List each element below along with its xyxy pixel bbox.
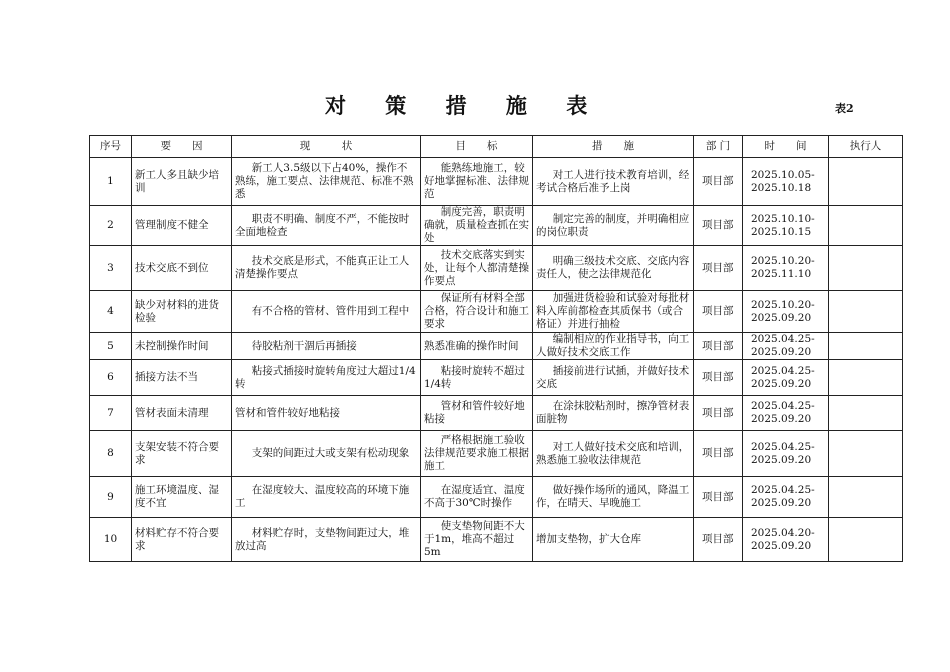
cell-no: 1 [90,158,132,206]
cell-cause: 材料贮存不符合要求 [132,518,232,562]
cell-dept: 项目部 [694,246,743,291]
cell-measure: 做好操作场所的通风，降温工作，在晴天、早晚施工 [533,477,694,518]
cell-target: 严格根据施工验收法律规范要求施工根据施工 [421,431,533,477]
cell-executor [829,360,903,396]
cell-target: 使支垫物间距不大于1m，堆高不超过5m [421,518,533,562]
cell-no: 9 [90,477,132,518]
cell-no: 6 [90,360,132,396]
table-row [90,246,903,291]
cell-target: 熟悉准确的操作时间 [421,333,533,360]
cell-status: 技术交底是形式，不能真正让工人清楚操作要点 [232,246,421,291]
cell-cause: 缺少对材料的进货检验 [132,291,232,333]
cell-dept: 项目部 [694,360,743,396]
cell-dept: 项目部 [694,291,743,333]
cell-time: 2025.10.10-2025.10.15 [743,206,829,246]
cell-executor [829,518,903,562]
cell-dept: 项目部 [694,158,743,206]
cell-status: 粘接式插接时旋转角度过大超过1/4转 [232,360,421,396]
cell-status: 管材和管件较好地粘接 [232,396,421,431]
cell-time: 2025.10.20-2025.09.20 [743,291,829,333]
header-executor: 执行人 [829,136,903,158]
cell-executor [829,206,903,246]
cell-executor [829,431,903,477]
cell-cause: 支架安装不符合要求 [132,431,232,477]
header-cause: 要 因 [132,136,232,158]
cell-no: 4 [90,291,132,333]
cell-measure: 制定完善的制度，并明确相应的岗位职责 [533,206,694,246]
cell-time: 2025.04.20-2025.09.20 [743,518,829,562]
cell-target: 管材和管件较好地粘接 [421,396,533,431]
cell-cause: 未控制操作时间 [132,333,232,360]
cell-time: 2025.04.25-2025.09.20 [743,477,829,518]
cell-time: 2025.04.25-2025.09.20 [743,431,829,477]
header-time: 时 间 [743,136,829,158]
cell-cause: 管理制度不健全 [132,206,232,246]
cell-executor [829,333,903,360]
cell-cause: 施工环境温度、湿度不宜 [132,477,232,518]
table-row [90,396,903,431]
cell-dept: 项目部 [694,333,743,360]
cell-dept: 项目部 [694,518,743,562]
table-number: 表2 [835,102,854,115]
cell-time: 2025.04.25-2025.09.20 [743,396,829,431]
cell-executor [829,158,903,206]
table-row [90,158,903,206]
cell-status: 新工人3.5级以下占40%，操作不熟练，施工要点、法律规范、标准不熟悉 [232,158,421,206]
cell-executor [829,291,903,333]
cell-measure: 加强进货检验和试验对每批材料入库前都检查其质保书（或合格证）并进行抽检 [533,291,694,333]
cell-cause: 技术交底不到位 [132,246,232,291]
table-row [90,477,903,518]
cell-time: 2025.04.25-2025.09.20 [743,360,829,396]
cell-dept: 项目部 [694,396,743,431]
table-row [90,333,903,360]
cell-status: 职责不明确、制度不严，不能按时全面地检查 [232,206,421,246]
cell-measure: 对工人做好技术交底和培训，熟悉施工验收法律规范 [533,431,694,477]
table-row [90,518,903,562]
cell-status: 有不合格的管材、管件用到工程中 [232,291,421,333]
cell-target: 制度完善，职责明确就，质量检查抓在实处 [421,206,533,246]
header-status: 现 状 [232,136,421,158]
header-measure: 措 施 [533,136,694,158]
cell-measure: 明确三级技术交底、交底内容责任人，使之法律规范化 [533,246,694,291]
cell-executor [829,477,903,518]
cell-cause: 插接方法不当 [132,360,232,396]
table-row [90,360,903,396]
cell-no: 10 [90,518,132,562]
cell-target: 技术交底落实到实处，让每个人都清楚操作要点 [421,246,533,291]
cell-target: 粘接时旋转不超过1/4转 [421,360,533,396]
measures-table [89,135,903,562]
cell-dept: 项目部 [694,477,743,518]
cell-measure: 编制相应的作业指导书，向工人做好技术交底工作 [533,333,694,360]
cell-status: 材料贮存时，支垫物间距过大，堆放过高 [232,518,421,562]
cell-time: 2025.10.05-2025.10.18 [743,158,829,206]
cell-no: 2 [90,206,132,246]
cell-target: 能熟练地施工，较好地掌握标准、法律规范 [421,158,533,206]
cell-executor [829,396,903,431]
cell-no: 7 [90,396,132,431]
cell-no: 5 [90,333,132,360]
header-dept: 部 门 [694,136,743,158]
table-row [90,206,903,246]
header-no: 序号 [90,136,132,158]
cell-target: 在湿度适宜、温度不高于30℃时操作 [421,477,533,518]
cell-no: 3 [90,246,132,291]
cell-target: 保证所有材料全部合格，符合设计和施工要求 [421,291,533,333]
cell-dept: 项目部 [694,206,743,246]
table-row [90,431,903,477]
cell-no: 8 [90,431,132,477]
table-header-row [90,136,903,158]
cell-time: 2025.10.20-2025.11.10 [743,246,829,291]
cell-cause: 新工人多且缺少培训 [132,158,232,206]
cell-measure: 在涂抹胶粘剂时，擦净管材表面脏物 [533,396,694,431]
cell-measure: 增加支垫物，扩大仓库 [533,518,694,562]
cell-measure: 插接前进行试插，并做好技术交底 [533,360,694,396]
cell-dept: 项目部 [694,431,743,477]
cell-status: 待胶粘剂干涸后再插接 [232,333,421,360]
page-title: 对 策 措 施 表 [325,93,604,118]
header-target: 目 标 [421,136,533,158]
cell-executor [829,246,903,291]
cell-time: 2025.04.25-2025.09.20 [743,333,829,360]
cell-status: 支架的间距过大或支架有松动现象 [232,431,421,477]
cell-measure: 对工人进行技术教育培训，经考试合格后准予上岗 [533,158,694,206]
table-row [90,291,903,333]
cell-cause: 管材表面未清理 [132,396,232,431]
cell-status: 在湿度较大、温度较高的环境下施工 [232,477,421,518]
